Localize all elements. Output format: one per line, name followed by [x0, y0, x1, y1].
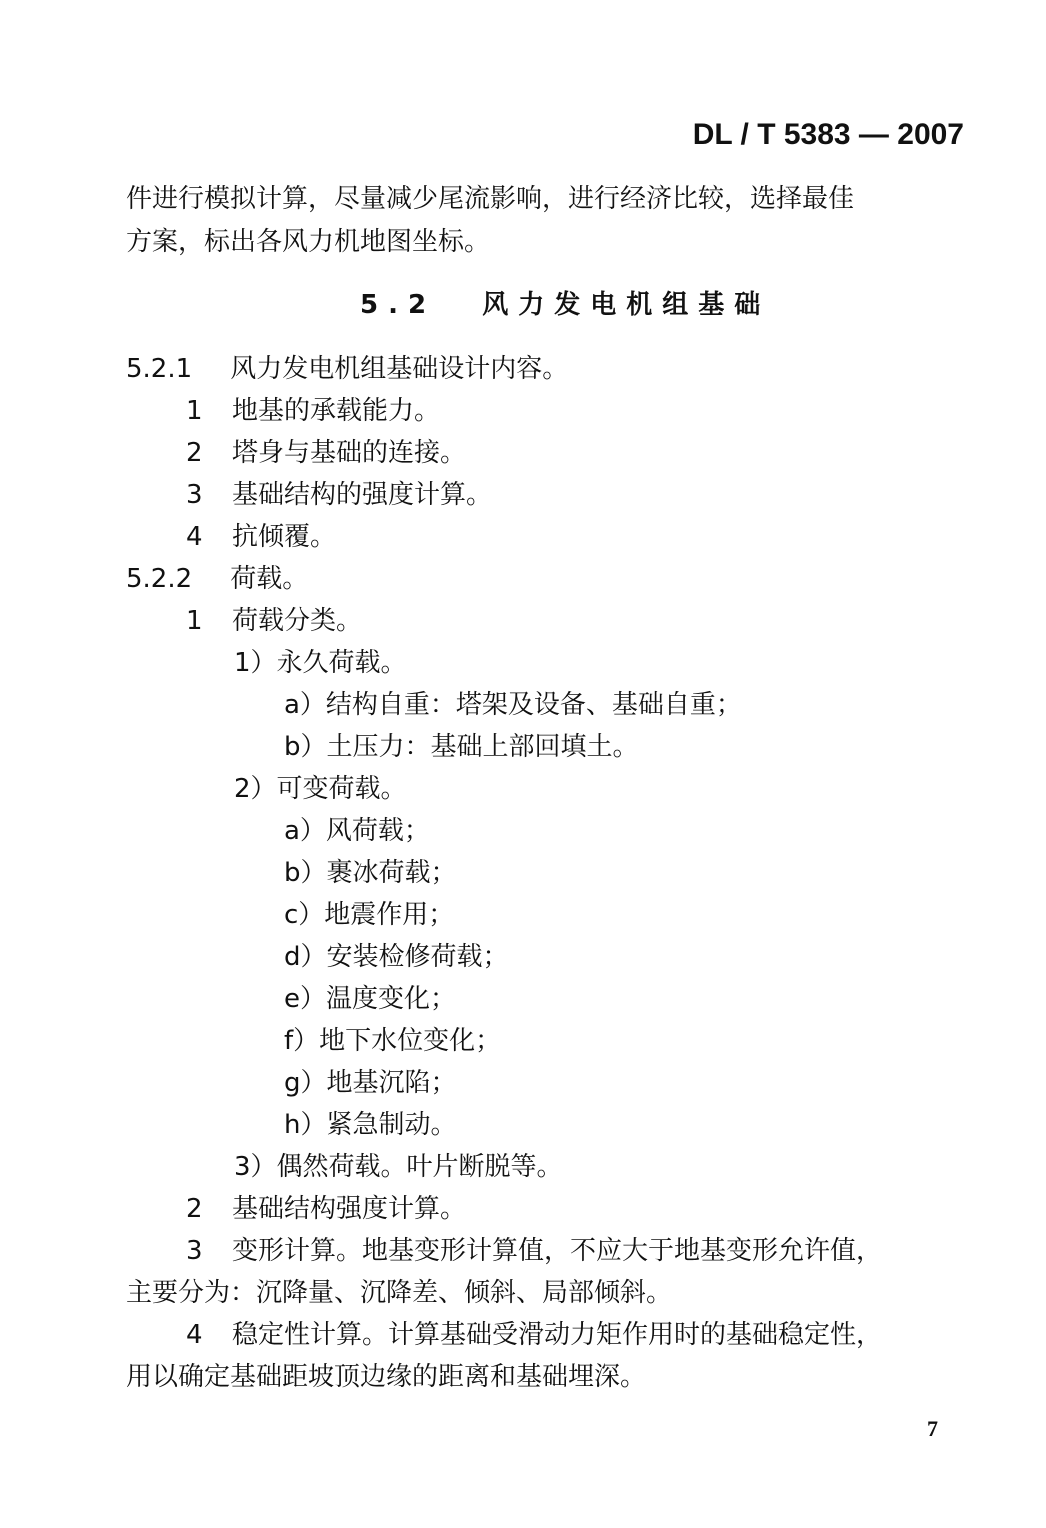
- clause-5-2-2: [126, 566, 308, 592]
- page-number: 7: [927, 1416, 938, 1441]
- intro-line-1: 件进行模拟计算，尽量减少尾流影响，进行经济比较，选择最佳: [126, 184, 855, 214]
- clause-5-2-1: [126, 356, 568, 382]
- list-item: [186, 524, 336, 550]
- item-continuation: 用以确定基础距坡顶边缘的距离和基础埋深。: [126, 1362, 647, 1392]
- item-number: 4: [186, 1320, 203, 1350]
- list-item: [186, 1322, 882, 1348]
- item-number: 2: [186, 1194, 203, 1224]
- list-item: [186, 482, 492, 508]
- section-heading: [360, 292, 770, 318]
- item-text: 稳定性计算。计算基础受滑动力矩作用时的基础稳定性，: [232, 1320, 883, 1350]
- item-text: 荷载分类。: [232, 606, 363, 636]
- list-item: [186, 440, 466, 466]
- list-item: [186, 1196, 466, 1222]
- sub-item: a）风荷载；: [284, 816, 430, 846]
- item-text: 变形计算。地基变形计算值，不应大于地基变形允许值，: [232, 1236, 883, 1266]
- item-text: 塔身与基础的连接。: [232, 438, 467, 468]
- item-text: 基础结构强度计算。: [232, 1194, 467, 1224]
- sub-item: a）结构自重：塔架及设备、基础自重；: [284, 690, 742, 720]
- item-number: 2: [186, 438, 203, 468]
- section-number: 5.2: [360, 290, 437, 320]
- variable-load-label: 2）可变荷载。: [234, 774, 407, 804]
- item-number: 3: [186, 480, 203, 510]
- item-number: 1: [186, 606, 203, 636]
- clause-number: 5.2.2: [126, 564, 193, 594]
- clause-title: 荷载。: [230, 564, 309, 594]
- intro-line-2: 方案，标出各风力机地图坐标。: [126, 227, 491, 257]
- sub-item: b）裹冰荷载；: [284, 858, 457, 888]
- sub-item: g）地基沉陷；: [284, 1068, 457, 1098]
- item-number: 3: [186, 1236, 203, 1266]
- item-number: 4: [186, 522, 203, 552]
- sub-item: e）温度变化；: [284, 984, 456, 1014]
- item-number: 1: [186, 396, 203, 426]
- list-item: [186, 1238, 882, 1264]
- clause-number: 5.2.1: [126, 354, 193, 384]
- section-title: 风力发电机组基础: [482, 290, 771, 320]
- sub-item: c）地震作用；: [284, 900, 455, 930]
- clause-title: 风力发电机组基础设计内容。: [230, 354, 569, 384]
- permanent-load-label: 1）永久荷载。: [234, 648, 407, 678]
- sub-item: d）安装检修荷载；: [284, 942, 509, 972]
- accidental-load-label: 3）偶然荷载。叶片断脱等。: [234, 1152, 563, 1182]
- item-continuation: 主要分为：沉降量、沉降差、倾斜、局部倾斜。: [126, 1278, 673, 1308]
- sub-item: b）土压力：基础上部回填土。: [284, 732, 639, 762]
- document-code: DL / T 5383 — 2007: [692, 118, 964, 151]
- list-item: [186, 608, 362, 634]
- item-text: 基础结构的强度计算。: [232, 480, 493, 510]
- sub-item: f）地下水位变化；: [284, 1026, 502, 1056]
- sub-item: h）紧急制动。: [284, 1110, 457, 1140]
- list-item: [186, 398, 440, 424]
- item-text: 抗倾覆。: [232, 522, 337, 552]
- item-text: 地基的承载能力。: [232, 396, 441, 426]
